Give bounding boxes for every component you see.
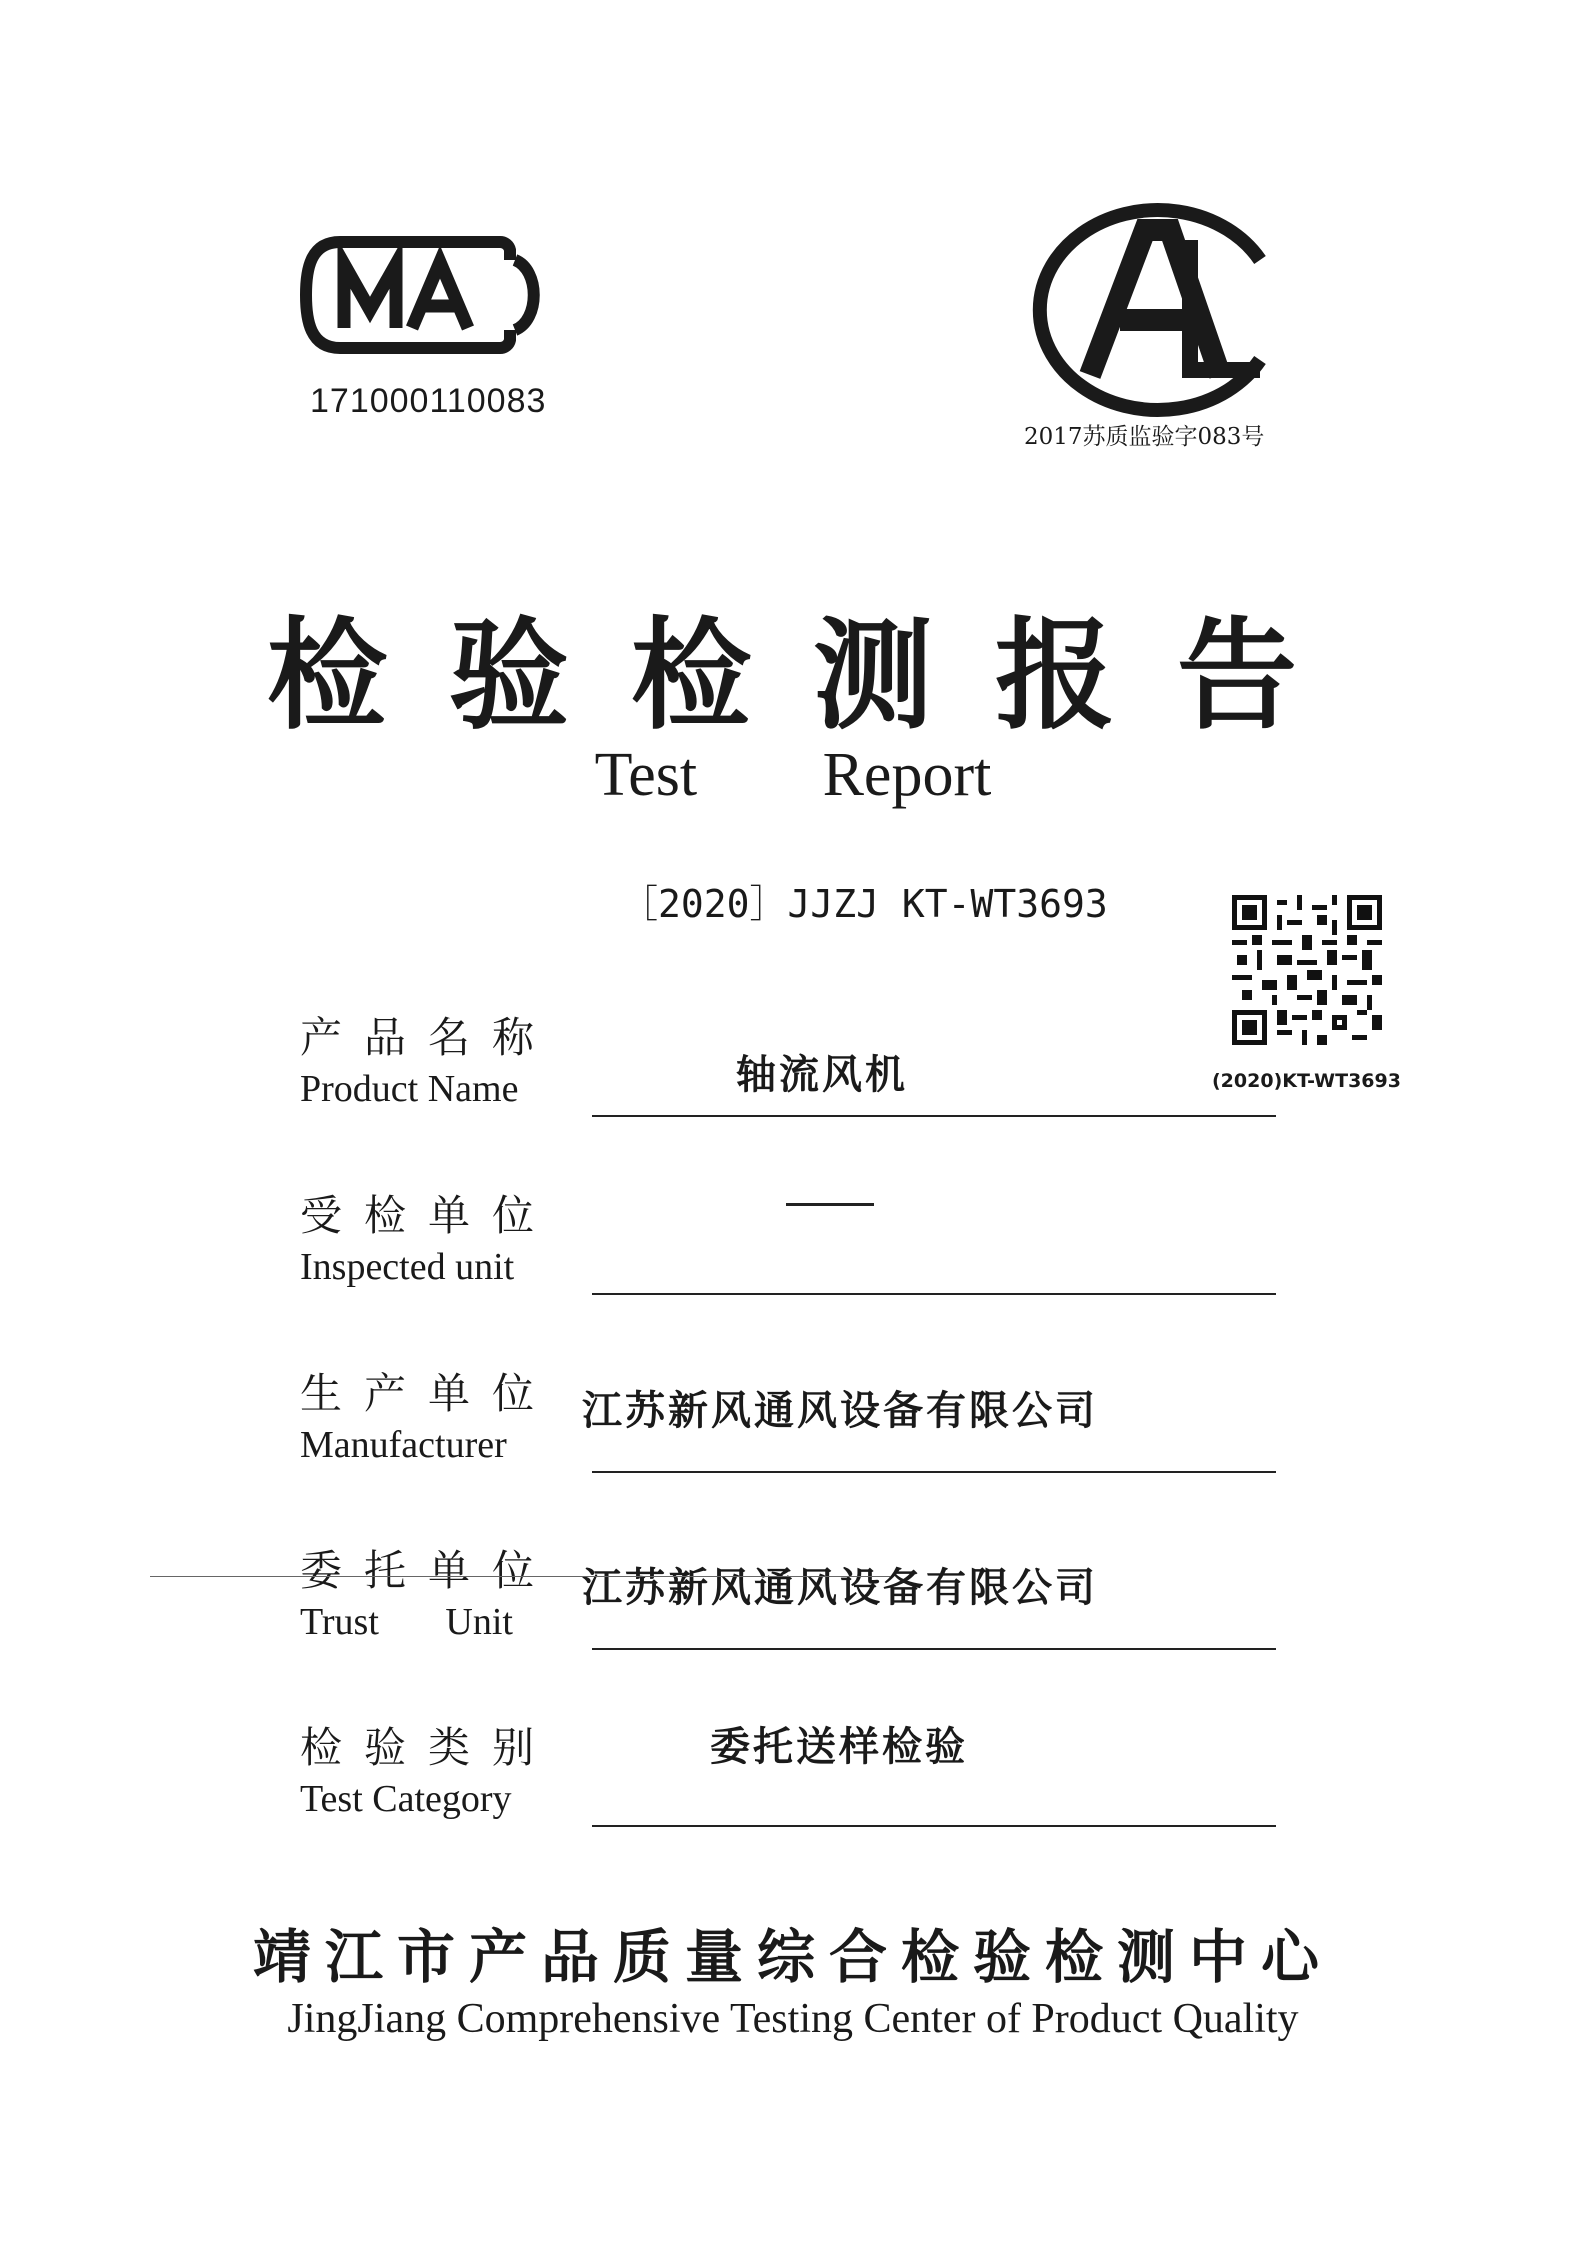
field-manufacturer — [300, 1361, 1280, 1481]
field-underline — [592, 1115, 1276, 1117]
qr-caption: (2020)KT-WT3693 — [1212, 1070, 1401, 1092]
report-title-zh: 检验检测报告 — [267, 605, 1359, 746]
field-underline — [592, 1471, 1276, 1473]
cma-number: 171000110083 — [310, 382, 547, 420]
field-underline — [592, 1648, 1276, 1650]
field-underline — [592, 1293, 1276, 1295]
field-label-zh: 检验类别 — [300, 1723, 557, 1772]
cal-logo-icon — [1020, 200, 1290, 420]
cal-number: 2017苏质监验字083号 — [1024, 424, 1265, 450]
field-product-name — [300, 1005, 1280, 1125]
field-label-en: Test Category — [300, 1778, 512, 1820]
field-inspected-unit — [300, 1183, 1280, 1303]
field-value: 委托送样检验 — [710, 1723, 968, 1770]
issuer-name-zh: 靖江市产品质量综合检验检测中心 — [252, 1923, 1333, 1991]
field-label-zh: 生产单位 — [300, 1369, 557, 1418]
field-label-zh: 委托单位 — [300, 1546, 557, 1595]
field-label-en: Inspected unit — [300, 1246, 515, 1288]
field-value: 轴流风机 — [736, 1051, 908, 1098]
report-title-en: Test Report — [594, 741, 992, 809]
field-label-zh: 受检单位 — [300, 1191, 557, 1240]
field-label-en: Product Name — [300, 1068, 519, 1110]
field-underline — [592, 1825, 1276, 1827]
trust-strike-line — [150, 1576, 890, 1577]
field-value: 江苏新风通风设备有限公司 — [582, 1564, 1098, 1611]
field-label-en: Trust Unit — [300, 1601, 513, 1643]
empty-value-dash — [786, 1203, 874, 1206]
field-value: 江苏新风通风设备有限公司 — [582, 1387, 1098, 1434]
report-number: ［2020］JJZJ KT-WT3693 — [620, 882, 1108, 926]
issuer-name-en: JingJiang Comprehensive Testing Center of Product Quality — [287, 1996, 1299, 2042]
cma-logo-icon — [300, 230, 550, 360]
field-label-en: Manufacturer — [300, 1424, 507, 1466]
field-test-category — [300, 1715, 1280, 1835]
field-label-zh: 产品名称 — [300, 1013, 557, 1062]
field-trust-unit — [300, 1538, 1280, 1658]
